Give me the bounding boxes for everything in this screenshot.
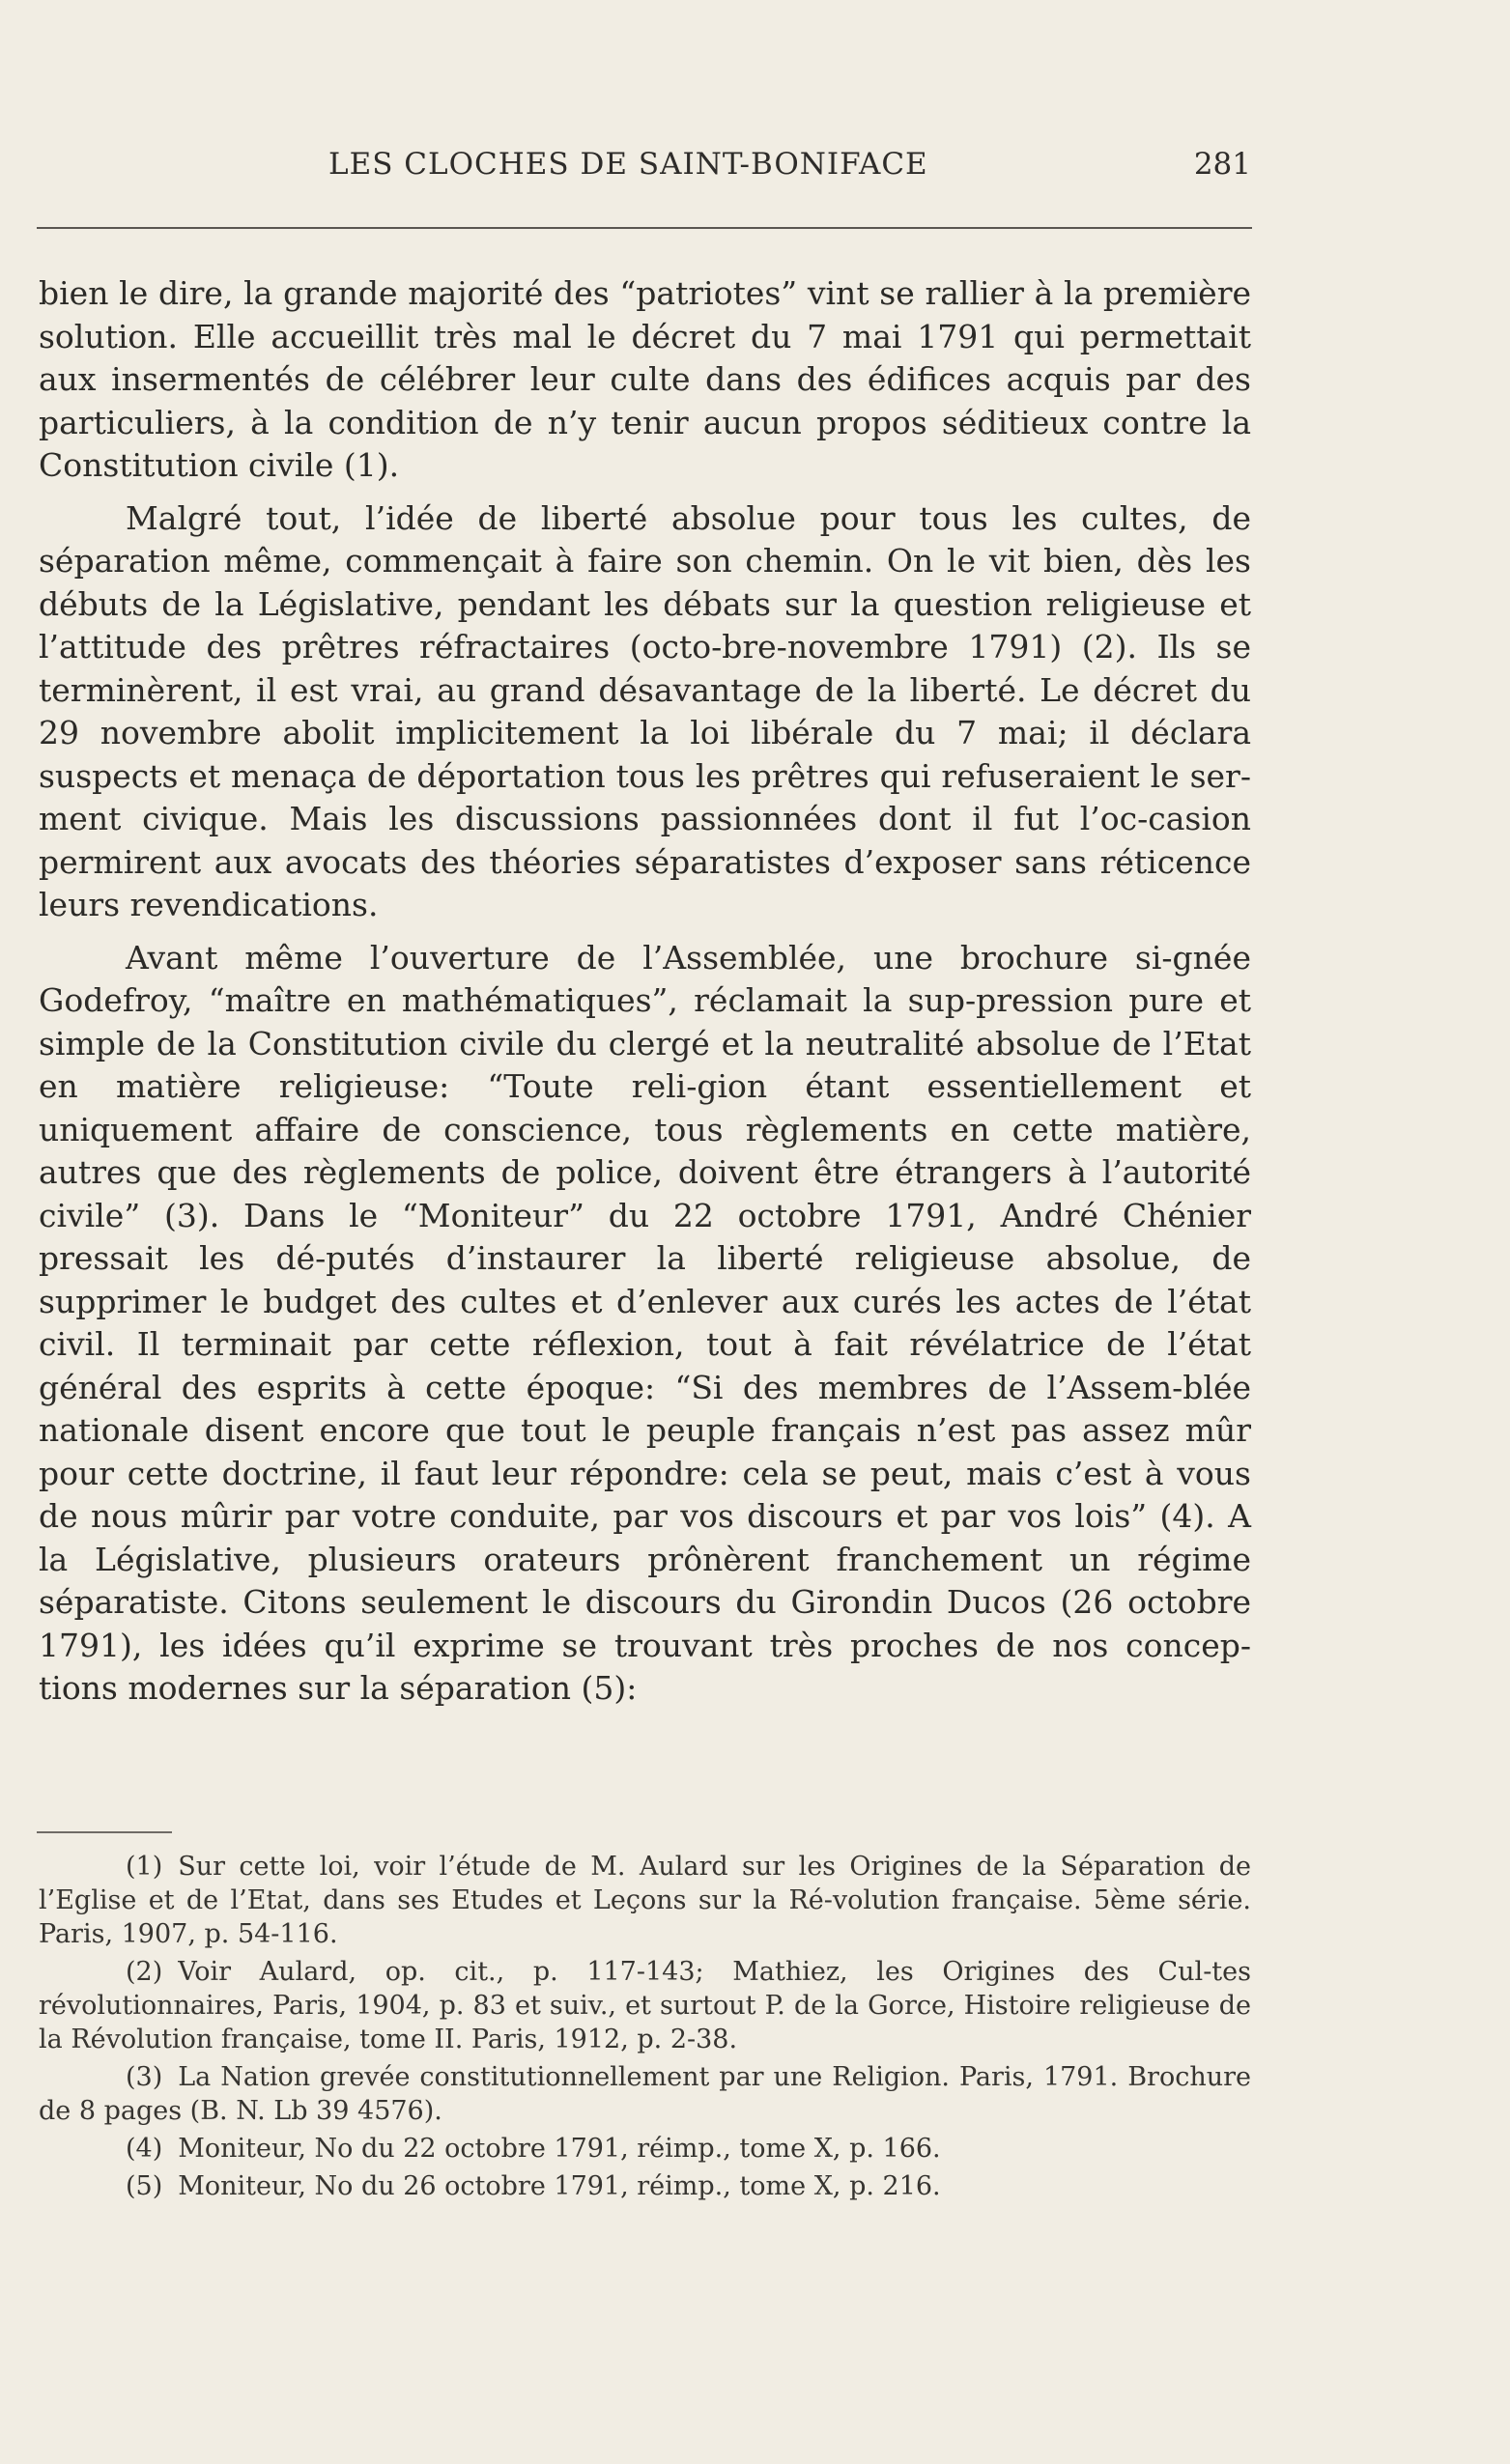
footnote-3 — [39, 2060, 1251, 2128]
footnote-text: Sur cette loi, voir l’étude de M. Aulard sur les Origines de la Séparation de l’Eglise et de l’Etat, dans ses Etudes et Leçons sur la Ré-volution française. 5ème série. Paris, 1907, p. 54-116. — [39, 1852, 1251, 1949]
footnote-number: (5) — [126, 2171, 163, 2201]
footnote-1 — [39, 1850, 1251, 1951]
footnotes — [39, 1850, 1251, 2207]
footnote-2 — [39, 1955, 1251, 2056]
page-number: 281 — [1193, 147, 1251, 182]
header-rule — [37, 227, 1252, 229]
footnote-text: La Nation grevée constitutionnellement par une Religion. Paris, 1791. Brochure de 8 pages (B. N. Lb 39 4576). — [39, 2062, 1251, 2126]
footnote-5 — [39, 2169, 1251, 2203]
footnote-rule — [37, 1831, 172, 1833]
footnote-number: (1) — [126, 1852, 163, 1882]
footnote-number: (3) — [126, 2062, 163, 2092]
paragraph-2: Malgré tout, l’idée de liberté absolue pour tous les cultes, de séparation même, commençait à faire son chemin. On le vit bien, dès les débuts de la Législative, pendant les débats sur la question religieuse et l’attitude des prêtres réfractaires (octo-bre-novembre 1791) (2). Ils se terminèrent, il est vrai, au grand désavantage de la liberté. Le décret du 29 novembre abolit implicitement la loi libérale du 7 mai; il déclara suspects et menaça de déportation tous les prêtres qui refuseraient le ser-ment civique. Mais les discussions passionnées dont il fut l’oc-casion permirent aux avocats des théories séparatistes d’exposer sans réticence leurs revendications. — [39, 498, 1251, 923]
footnote-text: Moniteur, No du 26 octobre 1791, réimp., tome X, p. 216. — [178, 2171, 941, 2201]
running-title: LES CLOCHES DE SAINT-BONIFACE — [328, 147, 928, 182]
paragraph-3: Avant même l’ouverture de l’Assemblée, une brochure si-gnée Godefroy, “maître en mathématiques”, réclamait la sup-pression pure et simple de la Constitution civile du clergé et la neutralité absolue de l’Etat en matière religieuse: “Toute reli-gion étant essentiellement et uniquement affaire de conscience, tous règlements en cette matière, autres que des règlements de police, doivent être étrangers à l’autorité civile” (3). Dans le “Moniteur” du 22 octobre 1791, André Chénier pressait les dé-putés d’instaurer la liberté religieuse absolue, de supprimer le budget des cultes et d’enlever aux curés les actes de l’état civil. Il terminait par cette réflexion, tout à fait révélatrice de l’état général des esprits à cette époque: “Si des membres de l’Assem-blée nationale disent encore que tout le peuple français n’est pas assez mûr pour cette doctrine, il faut leur répondre: cela se peut, mais c’est à vous de nous mûrir par votre conduite, par vos discours et par vos lois” (4). A la Législative, plusieurs orateurs prônèrent franchement un régime séparatiste. Citons seulement le discours du Girondin Ducos (26 octobre 1791), les idées qu’il exprime se trouvant très proches de nos concep-tions modernes sur la séparation (5): — [39, 938, 1251, 1707]
footnote-number: (4) — [126, 2134, 163, 2164]
footnote-text: Voir Aulard, op. cit., p. 117-143; Mathiez, les Origines des Cul-tes révolutionnaires, Paris, 1904, p. 83 et suiv., et surtout P. de la Gorce, Histoire religieuse de la Révolution française, tome II. Paris, 1912, p. 2-38. — [39, 1957, 1251, 2054]
paragraph-1: bien le dire, la grande majorité des “patriotes” vint se rallier à la première solution. Elle accueillit très mal le décret du 7 mai 1791 qui permettait aux insermentés de célébrer leur culte dans des édifices acquis par des particuliers, à la condition de n’y tenir aucun propos séditieux contre la Constitution civile (1). — [39, 274, 1251, 484]
footnote-number: (2) — [126, 1957, 163, 1987]
main-text — [39, 272, 1251, 1720]
page-header — [39, 147, 1251, 195]
footnote-text: Moniteur, No du 22 octobre 1791, réimp., tome X, p. 166. — [178, 2134, 941, 2164]
footnote-4 — [39, 2132, 1251, 2166]
